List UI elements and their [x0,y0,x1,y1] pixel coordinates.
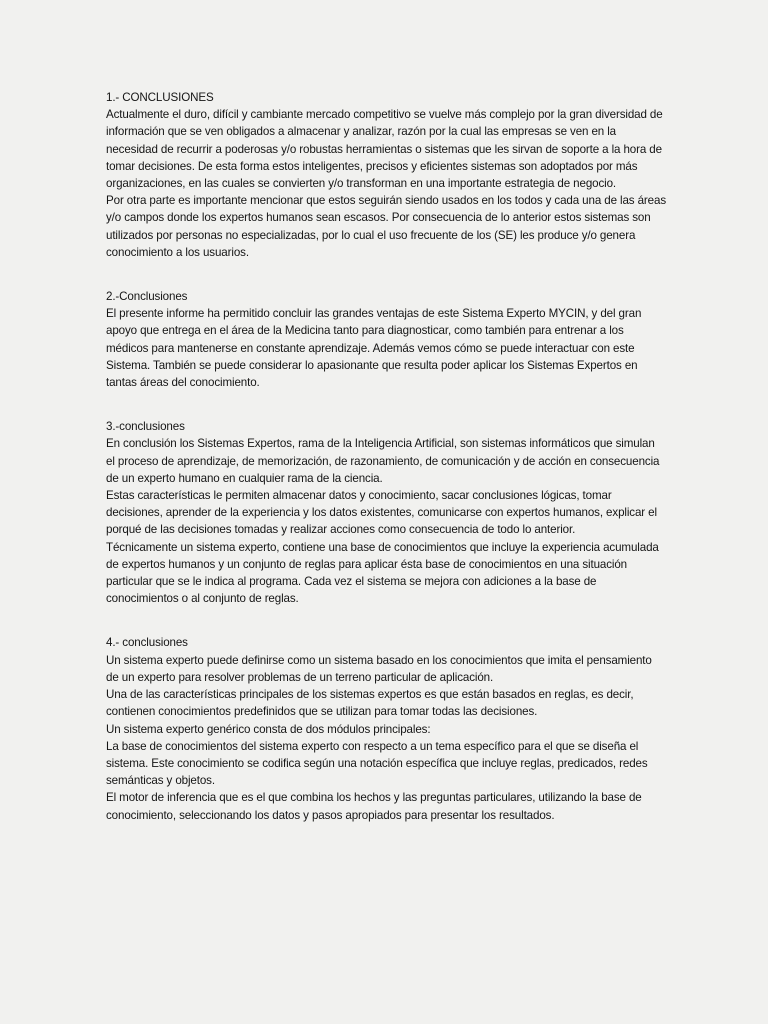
section-heading: 3.-conclusiones [106,420,185,434]
section-4 [106,634,666,823]
paragraph: En conclusión los Sistemas Expertos, rama de la Inteligencia Artificial, son sistemas informáticos que simulan el proceso de aprendizaje, de memorización, de razonamiento, de comunicación y de acción en consecuencia de un experto humano en cualquier rama de la ciencia. [106,437,660,485]
paragraph: Estas características le permiten almacenar datos y conocimiento, sacar conclusiones lógicas, tomar decisiones, aprender de la experiencia y los datos existentes, comunicarse con expertos humanos, explicar el porqué de las decisiones tomadas y realizar acciones como consecuencia de todo lo anterior. [106,489,657,537]
paragraph: La base de conocimientos del sistema experto con respecto a un tema específico para el que se diseña el sistema. Este conocimiento se codifica según una notación específica que incluye reglas, predicados, redes semánticas y objetos. [106,739,648,788]
section-1 [106,89,666,261]
paragraph: Una de las características principales de los sistemas expertos es que están basados en reglas, es decir, contienen conocimientos predefinidos que se utilizan para tomar todas las decisiones. [106,688,634,719]
section-heading: 1.- CONCLUSIONES [106,91,214,104]
paragraph: Técnicamente un sistema experto, contiene una base de conocimientos que incluye la experiencia acumulada de expertos humanos y un conjunto de reglas para aplicar ésta base de conocimientos en una situación particular que se le indica al programa. Cada vez el sistema se mejora con adiciones a la base de conocimientos o al conjunto de reglas. [106,540,659,606]
paragraph: Un sistema experto puede definirse como un sistema basado en los conocimientos que imita el pensamiento de un experto para resolver problemas de un terreno particular de aplicación. [106,653,652,684]
section-3 [106,418,666,607]
paragraph: Un sistema experto genérico consta de dos módulos principales: [106,722,431,736]
section-2 [106,288,666,391]
section-heading: 2.-Conclusiones [106,290,188,304]
paragraph: El presente informe ha permitido concluir las grandes ventajas de este Sistema Experto MYCIN, y del gran apoyo que entrega en el área de la Medicina tanto para diagnosticar, como también para entrenar a los médicos para mantenerse en constante aprendizaje. Además vemos cómo se puede interactuar con este Sistema. También se puede considerar lo apasionante que resulta poder aplicar los Sistemas Expertos en tantas áreas del conocimiento. [106,307,642,390]
paragraph: Actualmente el duro, difícil y cambiante mercado competitivo se vuelve más complejo por la gran diversidad de información que se ven obligados a almacenar y analizar, razón por la cual las empresas se ven en la necesidad de recurrir a poderosas y/o robustas herramientas o sistemas que les sirvan de soporte a la hora de tomar decisiones. De esta forma estos inteligentes, precisos y eficientes sistemas son adoptados por más organizaciones, en las cuales se convierten y/o transforman en una importante estrategia de negocio. [106,108,663,191]
section-heading: 4.- conclusiones [106,636,188,650]
document-body [106,89,666,824]
paragraph: Por otra parte es importante mencionar que estos seguirán siendo usados en los todos y cada una de las áreas y/o campos donde los expertos humanos sean escasos. Por consecuencia de lo anterior estos sistemas son utilizados por personas no especializadas, por lo cual el uso frecuente de los (SE) les produce y/o genera conocimiento a los usuarios. [106,194,666,259]
paragraph: El motor de inferencia que es el que combina los hechos y las preguntas particulares, utilizando la base de conocimiento, seleccionando los datos y pasos apropiados para presentar los resultados. [106,791,642,822]
